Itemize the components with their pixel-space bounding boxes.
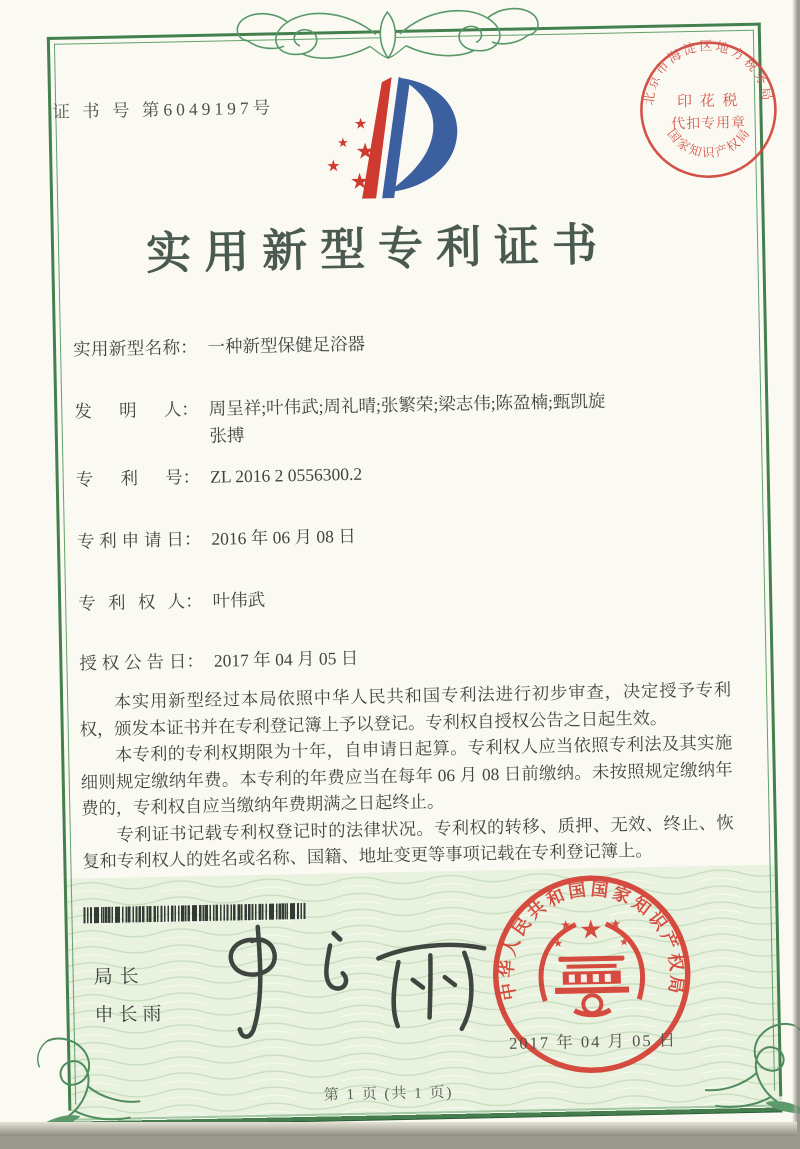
tax-stamp-seal bbox=[631, 32, 786, 187]
field-row-patentee: 专利权人 ： 叶伟武 bbox=[78, 587, 266, 618]
field-row-filing-date: 专利申请日 ： 2016 年 06 月 08 日 bbox=[77, 523, 356, 556]
seal-date: 2017 年 04 月 05 日 bbox=[508, 1030, 678, 1053]
svg-text:★: ★ bbox=[553, 937, 564, 950]
field-value: 周呈祥;叶伟武;周礼晴;张繁荣;梁志伟;陈盈楠;甄凯旋 张搏 bbox=[208, 390, 606, 446]
svg-text:★: ★ bbox=[353, 116, 368, 133]
corner-flourish-left bbox=[25, 1023, 147, 1135]
field-value: 2016 年 06 月 08 日 bbox=[211, 525, 356, 549]
corner-flourish-right bbox=[698, 1010, 800, 1122]
field-label: 专利号 bbox=[75, 467, 183, 490]
field-label: 专利申请日 bbox=[76, 529, 185, 552]
signature-autograph bbox=[202, 916, 505, 1052]
field-row-patent-number: 专利号 ： ZL 2016 2 0556300.2 bbox=[75, 461, 362, 494]
svg-text:★: ★ bbox=[560, 917, 572, 932]
field-label: 授权公告日 bbox=[79, 651, 187, 674]
field-row-inventors: 发明人 ： 周呈祥;叶伟武;周礼晴;张繁荣;梁志伟;陈盈楠;甄凯旋 张搏 bbox=[74, 388, 606, 453]
field-label: 专利权人 bbox=[77, 591, 186, 614]
photo-edge-bottom bbox=[0, 1122, 797, 1136]
paragraph: 专利证书记载专利权登记时的法律状况。专利权的转移、质押、无效、终止、恢复和专利权人的姓名或名称、国籍、地址变更等事项记载在专利登记簿上。 bbox=[82, 812, 734, 872]
field-value: 叶伟武 bbox=[212, 589, 266, 611]
field-row-name: 实用新型名称 ： 一种新型保健足浴器 bbox=[73, 331, 365, 364]
seal-arc-bottom-text: 国家知识产权局 bbox=[664, 125, 754, 161]
svg-text:★: ★ bbox=[610, 916, 622, 931]
photo-edge-right bbox=[792, 0, 797, 1136]
officer-title: 局长 bbox=[93, 966, 146, 989]
svg-text:★: ★ bbox=[326, 158, 341, 176]
svg-text:★: ★ bbox=[349, 168, 370, 194]
field-row-grant-date: 授权公告日 ： 2017 年 04 月 05 日 bbox=[79, 645, 358, 678]
officer-name: 申长雨 bbox=[94, 1003, 167, 1027]
legal-text bbox=[79, 677, 735, 876]
field-value: 一种新型保健足浴器 bbox=[207, 333, 366, 357]
seal-arc-top-text: 北京市海淀区地方税务局 bbox=[640, 38, 776, 106]
paragraph: 本实用新型经过本局依照中华人民共和国专利法进行初步审查，决定授予专利权，颁发本证书并在专利登记簿上予以登记。专利权自授权公告之日起生效。 bbox=[79, 680, 732, 739]
svg-text:★: ★ bbox=[355, 138, 376, 164]
svg-text:★: ★ bbox=[619, 936, 630, 949]
field-label: 发明人 bbox=[74, 399, 182, 422]
field-value: 2017 年 04 月 05 日 bbox=[213, 647, 359, 671]
svg-text:★: ★ bbox=[337, 134, 349, 151]
seal-center-line2: 代扣专用章 bbox=[671, 115, 747, 133]
top-ornament bbox=[217, 0, 558, 72]
svg-text:★: ★ bbox=[578, 914, 603, 945]
seal-arc-text: 中华人民共和国国家知识产权局 bbox=[496, 878, 688, 1002]
cnipa-logo bbox=[318, 71, 471, 208]
field-label: 实用新型名称 bbox=[72, 337, 181, 360]
page-number: 第 1 页 (共 1 页) bbox=[323, 1084, 454, 1104]
field-value: ZL 2016 2 0556300.2 bbox=[209, 463, 363, 487]
national-emblem bbox=[540, 914, 643, 1016]
certificate-number: 证 书 号 第6049197号 bbox=[52, 97, 275, 122]
certificate-title: 实用新型专利证书 bbox=[145, 219, 611, 279]
seal-center-line1: 印 花 税 bbox=[676, 93, 740, 111]
paragraph: 本专利的专利权期限为十年，自申请日起算。专利权人应当依照专利法及其实施细则规定缴纳年费。本专利的年费应当在每年 06 月 08 日前缴纳。未按照规定缴纳年费的，专利权自应当缴纳年费期满之日起终止。 bbox=[80, 733, 733, 819]
